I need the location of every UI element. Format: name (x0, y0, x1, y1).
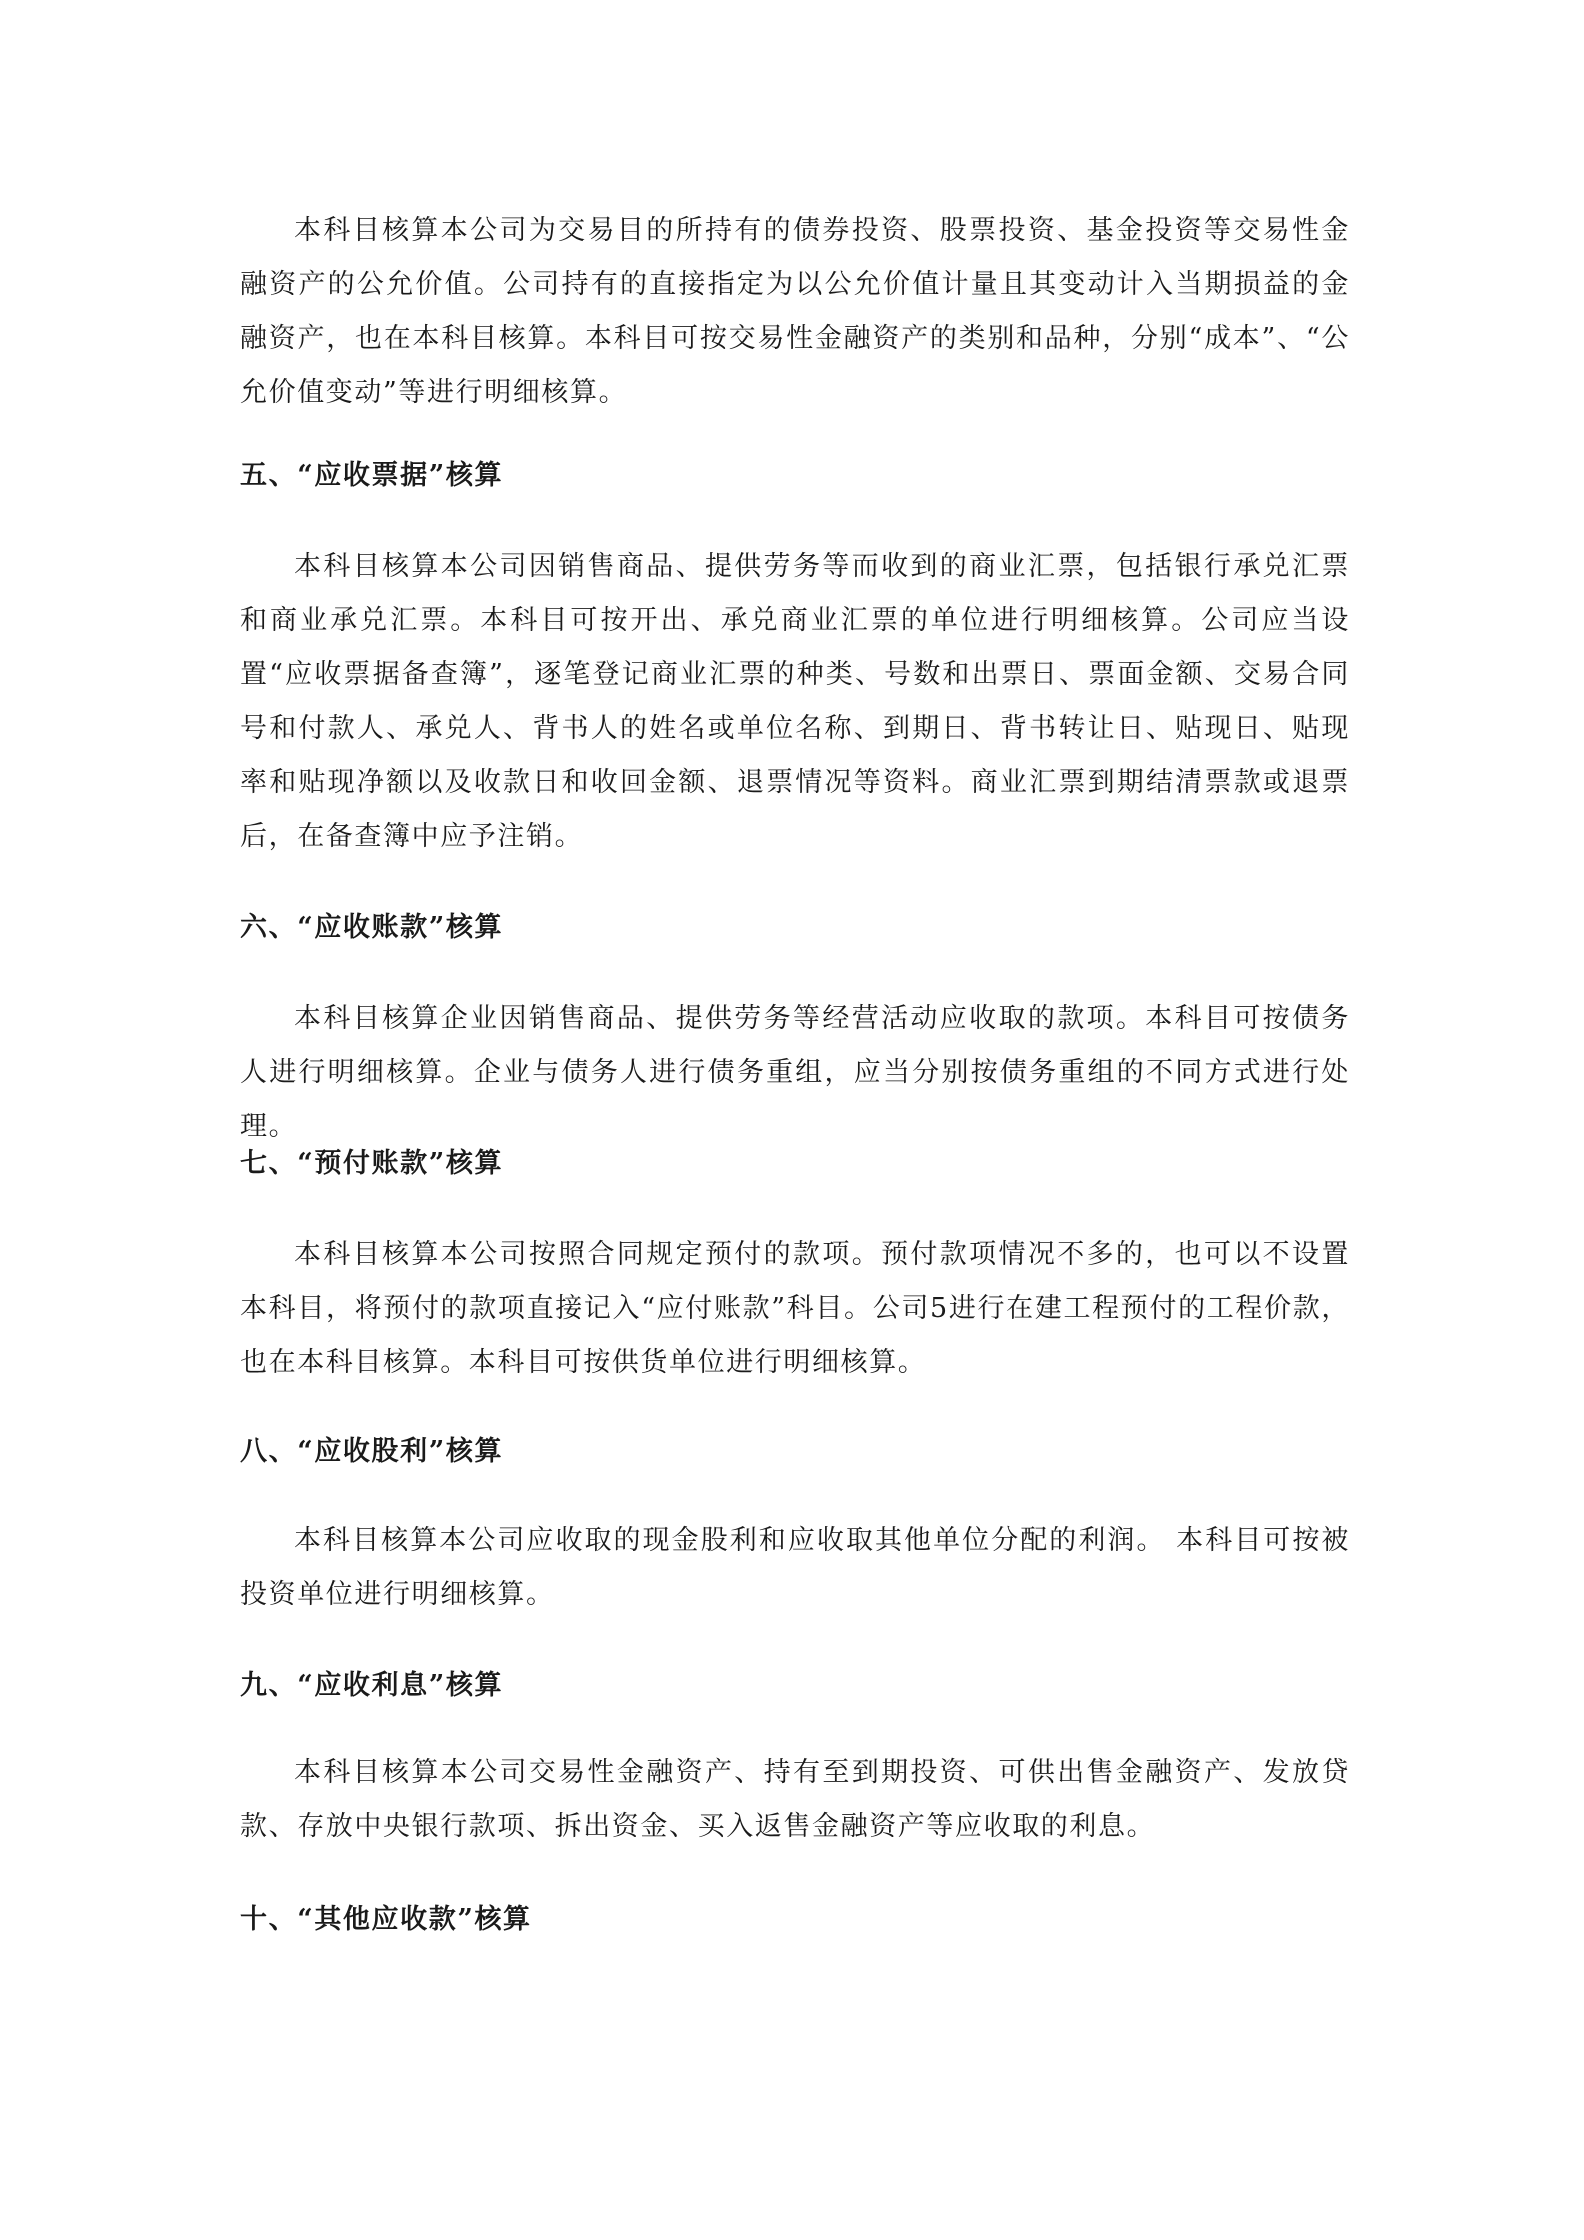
paragraph-trading-financial-assets: 本科目核算本公司为交易目的所持有的债券投资、股票投资、基金投资等交易性金融资产的公允价值。公司持有的直接指定为以公允价值计量且其变动计入当期损益的金融资产，也在本科目核算。本科目可按交易性金融资产的类别和品种，分别“成本”、“公允价值变动”等进行明细核算。 (240, 215, 1350, 408)
heading-notes-receivable: 五、“应收票据”核算 (240, 460, 504, 491)
paragraph-interest-receivable: 本科目核算本公司交易性金融资产、持有至到期投资、可供出售金融资产、发放贷款、存放中央银行款项、拆出资金、买入返售金融资产等应收取的利息。 (240, 1757, 1350, 1842)
heading-accounts-receivable: 六、“应收账款”核算 (240, 912, 504, 943)
paragraph-notes-receivable: 本科目核算本公司因销售商品、提供劳务等而收到的商业汇票，包括银行承兑汇票和商业承兑汇票。本科目可按开出、承兑商业汇票的单位进行明细核算。公司应当设置“应收票据备查簿”，逐笔登记商业汇票的种类、号数和出票日、票面金额、交易合同号和付款人、承兑人、背书人的姓名或单位名称、到期日、背书转让日、贴现日、贴现率和贴现净额以及收款日和收回金额、退票情况等资料。商业汇票到期结清票款或退票后，在备查簿中应予注销。 (240, 551, 1350, 852)
paragraph-accounts-receivable: 本科目核算企业因销售商品、提供劳务等经营活动应收取的款项。本科目可按债务人进行明细核算。企业与债务人进行债务重组，应当分别按债务重组的不同方式进行处理。 (240, 1003, 1350, 1142)
heading-interest-receivable: 九、“应收利息”核算 (240, 1670, 504, 1701)
paragraph-dividends-receivable: 本科目核算本公司应收取的现金股利和应收取其他单位分配的利润。 本科目可按被投资单位进行明细核算。 (240, 1525, 1350, 1610)
heading-dividends-receivable: 八、“应收股利”核算 (240, 1436, 504, 1467)
paragraph-prepayments: 本科目核算本公司按照合同规定预付的款项。预付款项情况不多的，也可以不设置本科目，将预付的款项直接记入“应付账款”科目。公司5进行在建工程预付的工程价款，也在本科目核算。本科目可按供货单位进行明细核算。 (240, 1239, 1350, 1378)
heading-prepayments: 七、“预付账款”核算 (240, 1148, 504, 1179)
heading-other-receivables: 十、“其他应收款”核算 (240, 1904, 532, 1935)
